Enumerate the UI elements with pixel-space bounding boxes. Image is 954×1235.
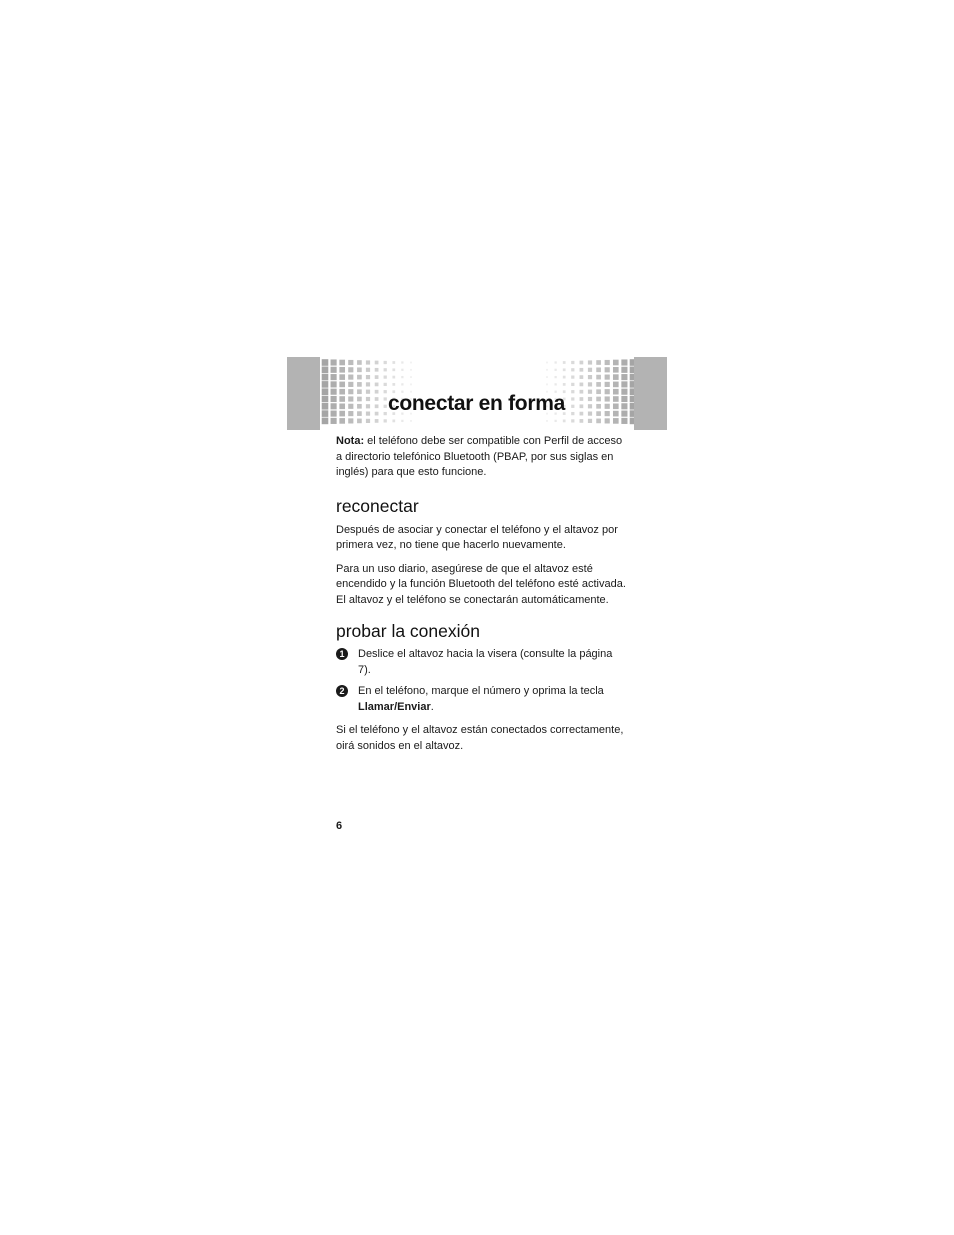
step-text-1: Deslice el altavoz hacia la visera (consulte la página 7). [358, 648, 613, 676]
section-heading-probar: probar la conexión [336, 621, 480, 641]
note-paragraph [336, 434, 626, 481]
page-title: conectar en forma [388, 392, 565, 415]
step-item-1 [336, 647, 626, 678]
page-number: 6 [336, 820, 343, 832]
steps-list [336, 647, 626, 715]
step-number-2-icon: 2 [336, 685, 348, 697]
step-item-2 [336, 684, 626, 715]
page-content [336, 434, 626, 754]
step-number-1-icon: 1 [336, 648, 348, 660]
step-text-2-after: . [430, 700, 434, 713]
note-label: Nota: [336, 435, 365, 447]
closing-paragraph: Si el teléfono y el altavoz están conectados correctamente, oirá sonidos en el altavoz. [336, 724, 624, 752]
banner-left-bar [287, 357, 320, 430]
note-text: el teléfono debe ser compatible con Perfil de acceso a directorio telefónico Bluetooth (PBAP, por sus siglas en inglés) para que esto funcione. [336, 435, 623, 478]
step-text-2-before: En el teléfono, marque el número y oprima la tecla [358, 685, 604, 697]
banner-right-bar [634, 357, 667, 430]
reconectar-paragraph-1: Después de asociar y conectar el teléfono y el altavoz por primera vez, no tiene que hacerlo nuevamente. [336, 523, 618, 551]
reconectar-paragraph-2: Para un uso diario, asegúrese de que el altavoz esté encendido y la función Bluetooth del teléfono esté activada. El altavoz y el teléfono se conectarán automáticamente. [336, 562, 626, 606]
section-heading-reconectar: reconectar [336, 495, 419, 516]
step-text-2 [358, 684, 626, 715]
call-send-key: Llamar/Enviar [358, 700, 431, 713]
